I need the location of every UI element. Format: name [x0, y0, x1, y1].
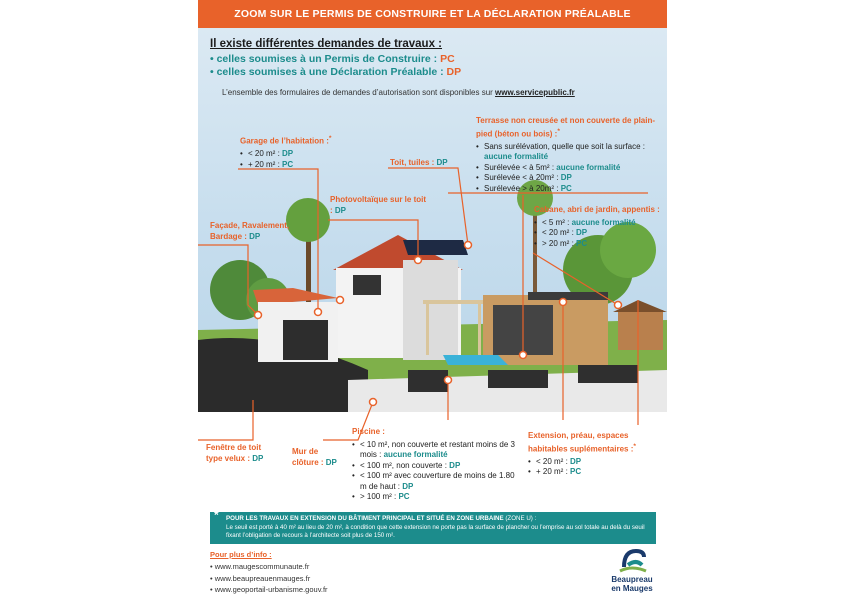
label-garage: Garage de l’habitation :* • < 20 m² : DP • + 20 m² : PC [240, 134, 360, 170]
document-page [198, 0, 667, 600]
label-cabane: Cabane, abri de jardin, appentis : • < 5 m² : aucune formalité • < 20 m² : DP • > 20 m² : PC [534, 205, 662, 249]
more-info-title: Pour plus d’info : [210, 550, 272, 559]
label-extension: Extension, préau, espaces habitables suplémentaires :* • < 20 m² : DP • + 20 m² : PC [528, 431, 660, 478]
extension-note [210, 508, 656, 544]
label-mur: Mur de clôture : DP [292, 447, 337, 467]
logo-text: Beaupreau en Mauges [611, 575, 653, 593]
note-asterisk: * [214, 508, 219, 522]
info-links [210, 561, 328, 596]
intro-title: Il existe différentes demandes de travaux : [210, 38, 443, 50]
label-piscine: Piscine : • < 10 m², non couverte et restant moins de 3 mois : aucune formalité • < 100 m², non couverte : DP • < 100 m² avec couverture de moins de 1.80 m de haut : DP • > 100 m² : PC [352, 427, 522, 503]
intro-item-pc: • celles soumises à un Permis de Construire : PC [210, 53, 660, 66]
link-maugescommunaute[interactable]: • www.maugescommunaute.fr [210, 561, 328, 573]
servicepublic-link[interactable]: www.servicepublic.fr [495, 88, 575, 97]
label-fenetre: Fenêtre de toit type velux : DP [206, 443, 264, 463]
label-toit: Toit, tuiles : DP [390, 158, 448, 167]
link-beaupreauenmauges[interactable]: • www.beaupreauenmauges.fr [210, 573, 328, 585]
source-text: L’ensemble des formulaires de demandes d’autorisation sont disponibles sur www.servicepublic.fr [222, 88, 575, 97]
label-facade: Façade, Ravalement, Bardage : DP [210, 221, 290, 241]
intro-section [210, 38, 660, 79]
beaupreau-logo-icon [602, 545, 662, 575]
intro-item-dp: • celles soumises à une Déclaration Préalable : DP [210, 66, 660, 79]
intro-list [210, 53, 660, 79]
label-terrasse: Terrasse non creusée et non couverte de plain-pied (béton ou bois) :* • Sans surélévation, quelle que soit la surface : aucune formalité • Surélevée < à 5m² : aucune formalité • Surélevée < à 20m² : DP • Surélevée > à 20m² : PC [476, 116, 656, 194]
page-banner: ZOOM SUR LE PERMIS DE CONSTRUIRE ET LA DÉCLARATION PRÉALABLE [198, 0, 667, 28]
note-title: POUR LES TRAVAUX EN EXTENSION DU BÂTIMENT PRINCIPAL ET SITUÉ EN ZONE URBAINE (ZONE U) : [226, 515, 537, 522]
link-geoportail[interactable]: • www.geoportail-urbanisme.gouv.fr [210, 584, 328, 596]
note-body: Le seuil est porté à 40 m² au lieu de 20 m², à condition que cette extension ne porte pas la surface de plancher ou l’emprise au sol totale au delà du seuil fixant l’obligation de recours à l’architecte soit plus de 150 m². [226, 524, 645, 539]
label-photovoltaique: Photovoltaïque sur le toit : DP [330, 195, 427, 215]
